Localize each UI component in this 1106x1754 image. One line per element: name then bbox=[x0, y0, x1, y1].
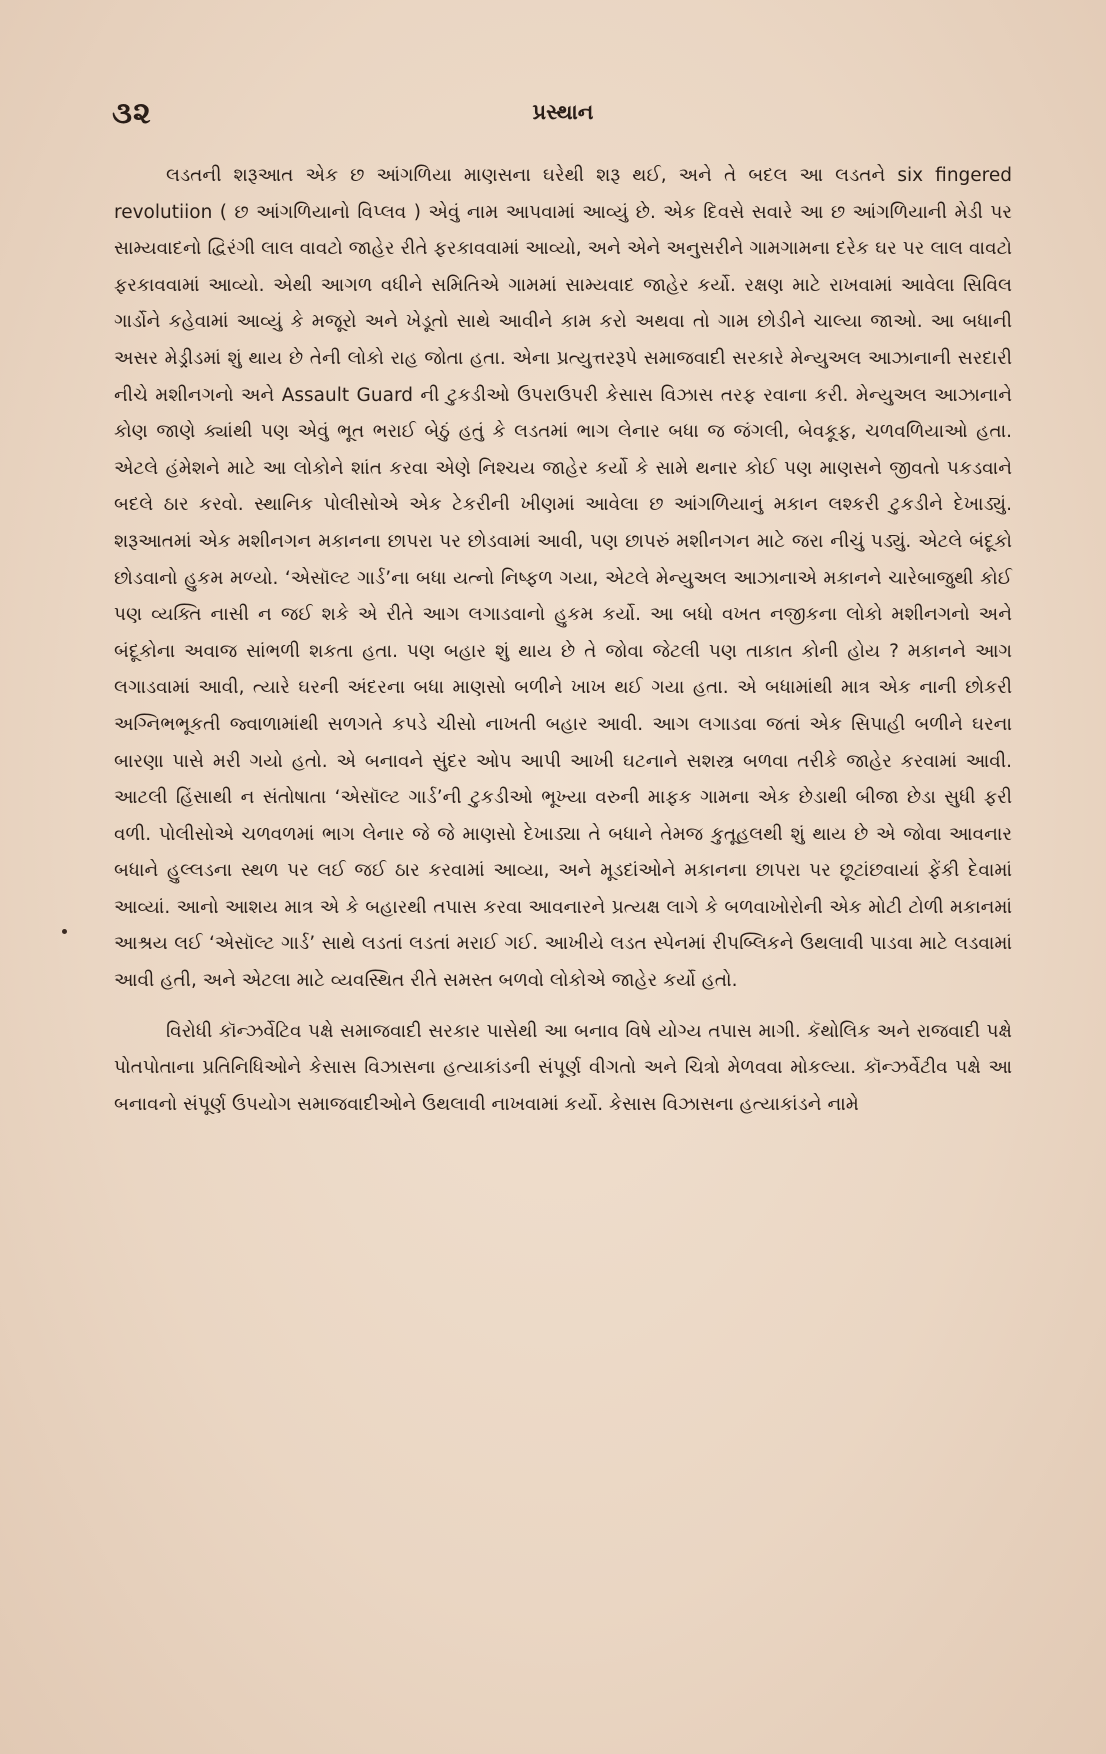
body-text bbox=[114, 158, 1012, 1123]
page-number: ૩૨ bbox=[112, 96, 152, 131]
ink-speck bbox=[62, 929, 67, 934]
paragraph-2: વિરોધી કૉન્ઝર્વેટિવ પક્ષે સમાજવાદી સરકાર પાસેથી આ બનાવ વિષે યોગ્ય તપાસ માગી. કૅથોલિક અને રાજવાદી પક્ષે પોતપોતાના પ્રતિનિધિઓને કેસાસ વિઝાસના હત્યાકાંડની સંપૂર્ણ વીગતો અને ચિત્રો મેળવવા મોકલ્યા. કૉન્ઝર્વેટીવ પક્ષે આ બનાવનો સંપૂર્ણ ઉપયોગ સમાજવાદીઓને ઉથલાવી નાખવામાં કર્યો. કેસાસ વિઝાસના હત્યાકાંડને નામે bbox=[114, 1020, 1012, 1115]
running-title: પ્રસ્થાન bbox=[532, 100, 594, 124]
page-header bbox=[112, 96, 1014, 140]
paragraph-1: લડતની શરૂઆત એક છ આંગળિયા માણસના ઘરેથી શરૂ થઈ, અને તે બદલ આ લડતને six fingered revolutiion ( છ આંગળિયાનો વિપ્લવ ) એવું નામ આપવામાં આવ્યું છે. એક દિવસે સવારે આ છ આંગળિયાની મેડી પર સામ્યવાદનો દ્વિરંગી લાલ વાવટો જાહેર રીતે ફરકાવવામાં આવ્યો, અને એને અનુસરીને ગામગામના દરેક ઘર પર લાલ વાવટો ફરકાવવામાં આવ્યો. એથી આગળ વધીને સમિતિએ ગામમાં સામ્યવાદ જાહેર કર્યો. રક્ષણ માટે રાખવામાં આવેલા સિવિલ ગાર્ડોને કહેવામાં આવ્યું કે મજૂરો અને ખેડૂતો સાથે આવીને કામ કરો અથવા તો ગામ છોડીને ચાલ્યા જાઓ. આ બધાની અસર મેડ્રીડમાં શું થાય છે તેની લોકો રાહ જોતા હતા. એના પ્રત્યુત્તરરૂપે સમાજવાદી સરકારે મેન્યુઅલ આઝાનાની સરદારી નીચે મશીનગનો અને Assault Guard ની ટુકડીઓ ઉપરાઉપરી કેસાસ વિઝાસ તરફ રવાના કરી. મેન્યુઅલ આઝાનાને કોણ જાણે ક્યાંથી પણ એવું ભૂત ભરાઈ બેઠું હતું કે લડતમાં ભાગ લેનાર બધા જ જંગલી, બેવકૂફ, ચળવળિયાઓ હતા. એટલે હંમેશને માટે આ લોકોને શાંત કરવા એણે નિશ્ચય જાહેર કર્યો કે સામે થનાર કોઈ પણ માણસને જીવતો પકડવાને બદલે ઠાર કરવો. સ્થાનિક પોલીસોએ એક ટેકરીની ખીણમાં આવેલા છ આંગળિયાનું મકાન લશ્કરી ટુકડીને દેખાડ્યું. શરૂઆતમાં એક મશીનગન મકાનના છાપરા પર છોડવામાં આવી, પણ છાપરું મશીનગન માટે જરા નીચું પડ્યું. એટલે બંદૂકો છોડવાનો હુકમ મળ્યો. ‘એસૉલ્ટ ગાર્ડ’ના બધા યત્નો નિષ્ફળ ગયા, એટલે મેન્યુઅલ આઝાનાએ મકાનને ચારેબાજુથી કોઈ પણ વ્યક્તિ નાસી ન જઈ શકે એ રીતે આગ લગાડવાનો હુકમ કર્યો. આ બધો વખત નજીકના લોકો મશીનગનો અને બંદૂકોના અવાજ સાંભળી શકતા હતા. પણ બહાર શું થાય છે તે જોવા જેટલી પણ તાકાત કોની હોય ? મકાનને આગ લગાડવામાં આવી, ત્યારે ઘરની અંદરના બધા માણસો બળીને ખાખ થઈ ગયા હતા. એ બધામાંથી માત્ર એક નાની છોકરી અગ્નિભભૂકતી જ્વાળામાંથી સળગતે કપડે ચીસો નાખતી બહાર આવી. આગ લગાડવા જતાં એક સિપાહી બળીને ઘરના બારણા પાસે મરી ગયો હતો. એ બનાવને સુંદર ઓપ આપી આખી ઘટનાને સશસ્ત્ર બળવા તરીકે જાહેર કરવામાં આવી. આટલી હિંસાથી ન સંતોષાતા ‘એસૉલ્ટ ગાર્ડ’ની ટુકડીઓ ભૂખ્યા વરુની માફક ગામના એક છેડાથી બીજા છેડા સુધી ફરી વળી. પોલીસોએ ચળવળમાં ભાગ લેનાર જે જે માણસો દેખાડ્યા તે બધાને તેમજ કુતૂહલથી શું થાય છે એ જોવા આવનાર બધાને હુલ્લડના સ્થળ પર લઈ જઈ ઠાર કરવામાં આવ્યા, અને મૂડદાંઓને મકાનના છાપરા પર છૂટાંછવાયાં ફેંકી દેવામાં આવ્યાં. આનો આશય માત્ર એ કે બહારથી તપાસ કરવા આવનારને પ્રત્યક્ષ લાગે કે બળવાખોરોની એક મોટી ટોળી મકાનમાં આશ્રય લઈ ‘એસૉલ્ટ ગાર્ડ’ સાથે લડતાં લડતાં મરાઈ ગઈ. આખીયે લડત સ્પેનમાં રીપબ્લિકને ઉથલાવી પાડવા માટે લડવામાં આવી હતી, અને એટલા માટે વ્યવસ્થિત રીતે સમસ્ત બળવો લોકોએ જાહેર કર્યો હતો. bbox=[114, 165, 1012, 992]
